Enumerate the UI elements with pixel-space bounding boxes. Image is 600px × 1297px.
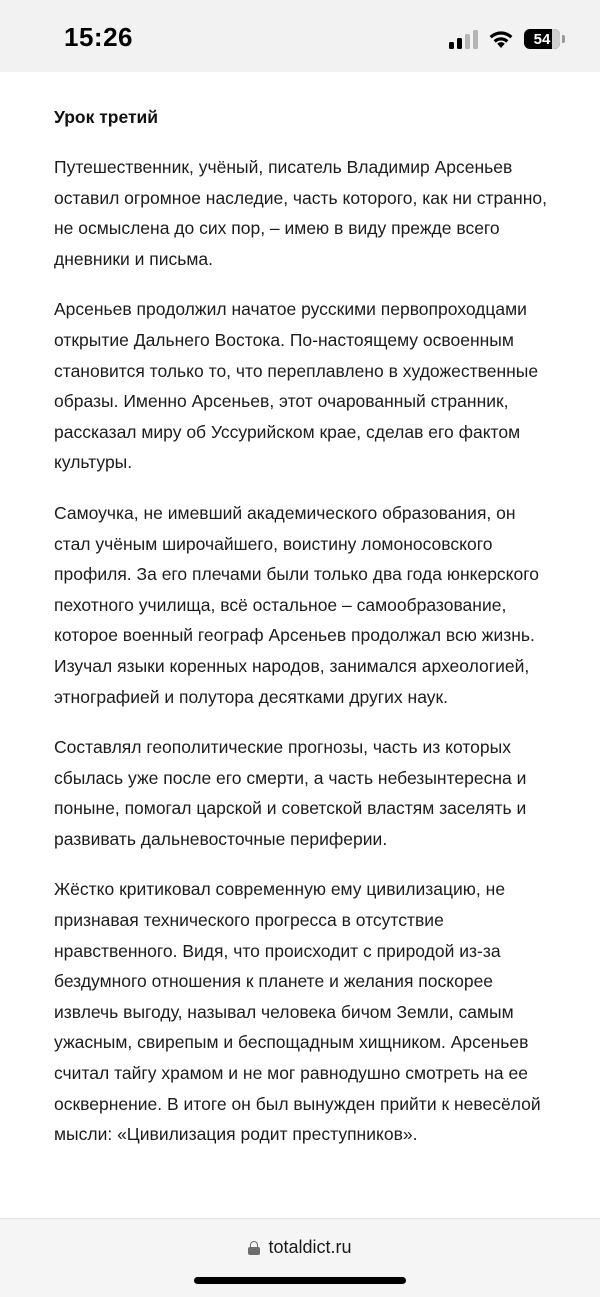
address-bar[interactable] <box>0 1237 600 1258</box>
status-time: 15:26 <box>64 22 133 52</box>
article-paragraph-3: Самоучка, не имевший академического образования, он стал учёным широчайшего, воистину ломоносовского профиля. За его плечами были только два года юнкерского пехотного училища, всё остальное – самообразование, которое военный географ Арсеньев продолжал всю жизнь. Изучал языки коренных народов, занимался археологией, этнографией и полутора десятками других наук. <box>54 502 540 707</box>
article-paragraph-4: Составлял геополитические прогнозы, часть из которых сбылась уже после его смерти, а часть небезынтересна и поныне, помогал царской и советской властям заселять и развивать дальневосточные периферии. <box>54 737 527 849</box>
article-content[interactable] <box>54 100 554 1218</box>
article-paragraph-5: Жёстко критиковал современную ему цивилизацию, не признавая технического прогресса в отсутствие нравственного. Видя, что происходит с природой из-за бездумного отношения к планете и желания поскорее извлечь выгоду, называл человека бичом Земли, самым ужасным, свирепым и беспощадным хищником. Арсеньев считал тайгу храмом и не мог равнодушно смотреть на ее осквернение. В итоге он был вынужден прийти к невесёлой мысли: «Цивилизация родит преступников». <box>54 879 541 1145</box>
status-icons <box>449 26 560 52</box>
wifi-icon <box>488 29 514 49</box>
battery-icon <box>524 29 560 49</box>
battery-level: 54 <box>533 30 551 48</box>
lock-icon <box>248 1241 260 1255</box>
article-paragraph-1: Путешественник, учёный, писатель Владимир Арсеньев оставил огромное наследие, часть которого, как ни странно, не осмыслена до сих пор, – имею в виду прежде всего дневники и письма. <box>54 157 547 269</box>
article-paragraph-2: Арсеньев продолжил начатое русскими первопроходцами открытие Дальнего Востока. По-настоящему освоенным становится только то, что переплавлено в художественные образы. Именно Арсеньев, этот очарованный странник, рассказал миру об Уссурийском крае, сделав его фактом культуры. <box>54 299 539 473</box>
home-indicator[interactable] <box>194 1277 406 1284</box>
status-bar <box>0 0 600 72</box>
url-text: totaldict.ru <box>268 1237 352 1257</box>
browser-bottom-bar <box>0 1218 600 1297</box>
article-heading: Урок третий <box>54 107 159 127</box>
cellular-signal-icon <box>449 29 478 49</box>
